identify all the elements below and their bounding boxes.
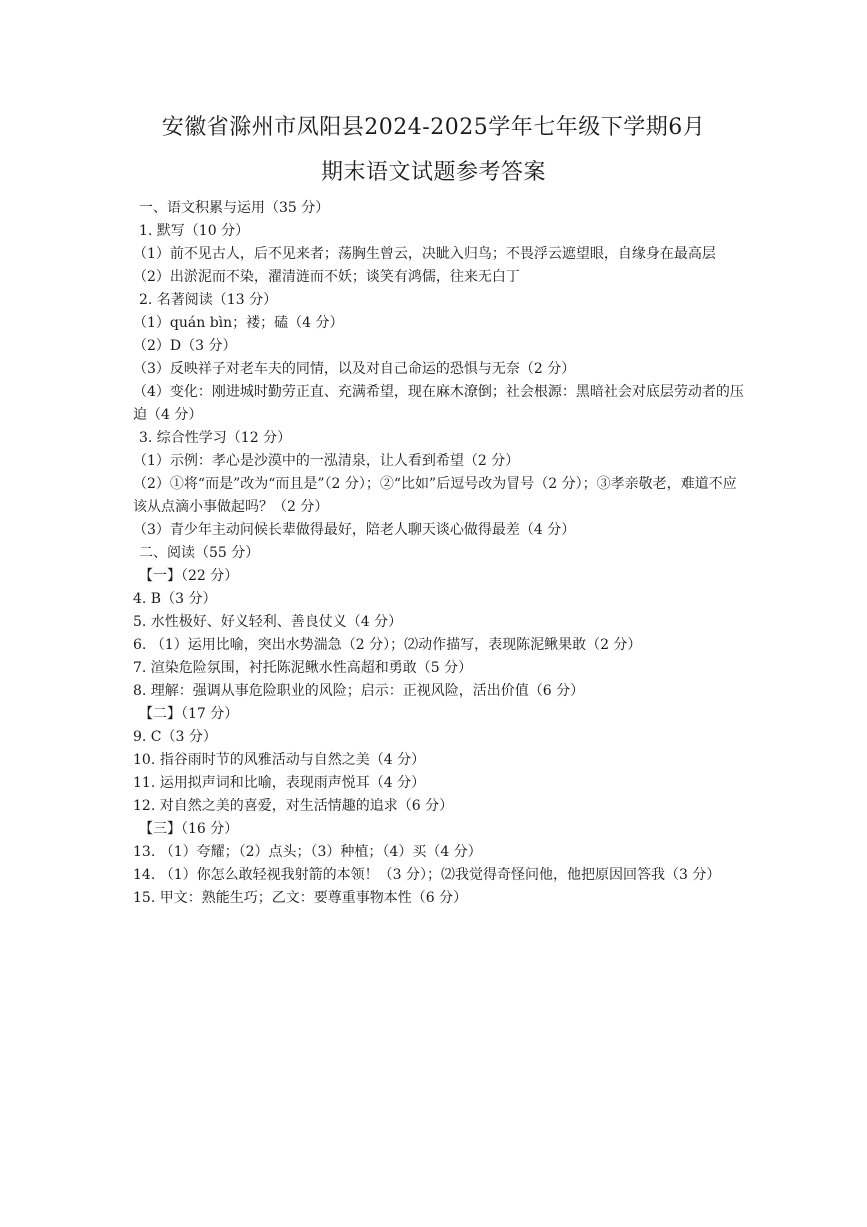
answer-line: 4. B（3 分）: [133, 591, 217, 607]
document-title-line-1: 安徽省滁州市凤阳县2024-2025学年七年级下学期6月: [161, 115, 706, 140]
answer-line: 5. 水性极好、好义轻利、善良仗义（4 分）: [133, 614, 403, 630]
answer-line: 9. C（3 分）: [133, 729, 217, 745]
answer-line: 11. 运用拟声词和比喻，表现雨声悦耳（4 分）: [133, 775, 426, 791]
passage-heading: 【三】（16 分）: [139, 821, 239, 837]
answer-line: （1）示例：孝心是沙漠中的一泓清泉，让人看到希望（2 分）: [133, 453, 520, 469]
answer-line: （2）出淤泥而不染，濯清涟而不妖；谈笑有鸿儒，往来无白丁: [133, 269, 520, 285]
answer-line: （2）D（3 分）: [133, 338, 237, 354]
section-heading: 二、阅读（55 分）: [139, 545, 260, 561]
answer-line: 13. （1）夸耀；（2）点头；（3）种植；（4）买（4 分）: [133, 844, 482, 860]
answer-line: 14. （1）你怎么敢轻视我射箭的本领！（3 分）；⑵我觉得奇怪问他，他把原因回答我（3 分）: [133, 867, 721, 883]
answer-line: 15. 甲文：熟能生巧；乙文：要尊重事物本性（6 分）: [133, 890, 468, 906]
passage-heading: 【二】（17 分）: [139, 706, 239, 722]
answer-line: 7. 渲染危险氛围，衬托陈泥鳅水性高超和勇敢（5 分）: [133, 660, 473, 676]
section-heading: 一、语文积累与运用（35 分）: [139, 200, 330, 216]
question-heading: 1. 默写（10 分）: [139, 223, 250, 239]
answer-line: 12. 对自然之美的喜爱，对生活情趣的追求（6 分）: [133, 798, 454, 814]
answer-line: （2）①将“而是”改为“而且是”（2 分）；②“比如”后逗号改为冒号（2 分）；③孝亲敬老，难道不应该从点滴小事做起吗？（2 分）: [133, 476, 737, 515]
answer-line: 8. 理解：强调从事危险职业的风险；启示：正视风险，活出价值（6 分）: [133, 683, 585, 699]
answer-line: （3）反映祥子对老车夫的同情，以及对自己命运的恐惧与无奈（2 分）: [133, 361, 576, 377]
answer-line: （1）前不见古人，后不见来者；荡胸生曾云，决眦入归鸟；不畏浮云遮望眼，自缘身在最高层: [133, 246, 716, 262]
question-heading: 2. 名著阅读（13 分）: [139, 292, 278, 308]
answer-line: （3）青少年主动问候长辈做得最好，陪老人聊天谈心做得最差（4 分）: [133, 522, 576, 538]
answer-line: （1）quán bìn；褛；磕（4 分）: [133, 315, 344, 331]
question-heading: 3. 综合性学习（12 分）: [139, 430, 292, 446]
answer-list: [133, 197, 745, 910]
document-title-line-2: 期末语文试题参考答案: [320, 160, 546, 185]
passage-heading: 【一】（22 分）: [139, 568, 239, 584]
answer-line: 6. （1）运用比喻，突出水势湍急（2 分）；⑵动作描写，表现陈泥鳅果敢（2 分）: [133, 637, 642, 653]
answer-line: 10. 指谷雨时节的风雅活动与自然之美（4 分）: [133, 752, 426, 768]
answer-line: （4）变化：刚进城时勤劳正直、充满希望，现在麻木潦倒；社会根源：黑暗社会对底层劳动者的压迫（4 分）: [133, 384, 744, 423]
